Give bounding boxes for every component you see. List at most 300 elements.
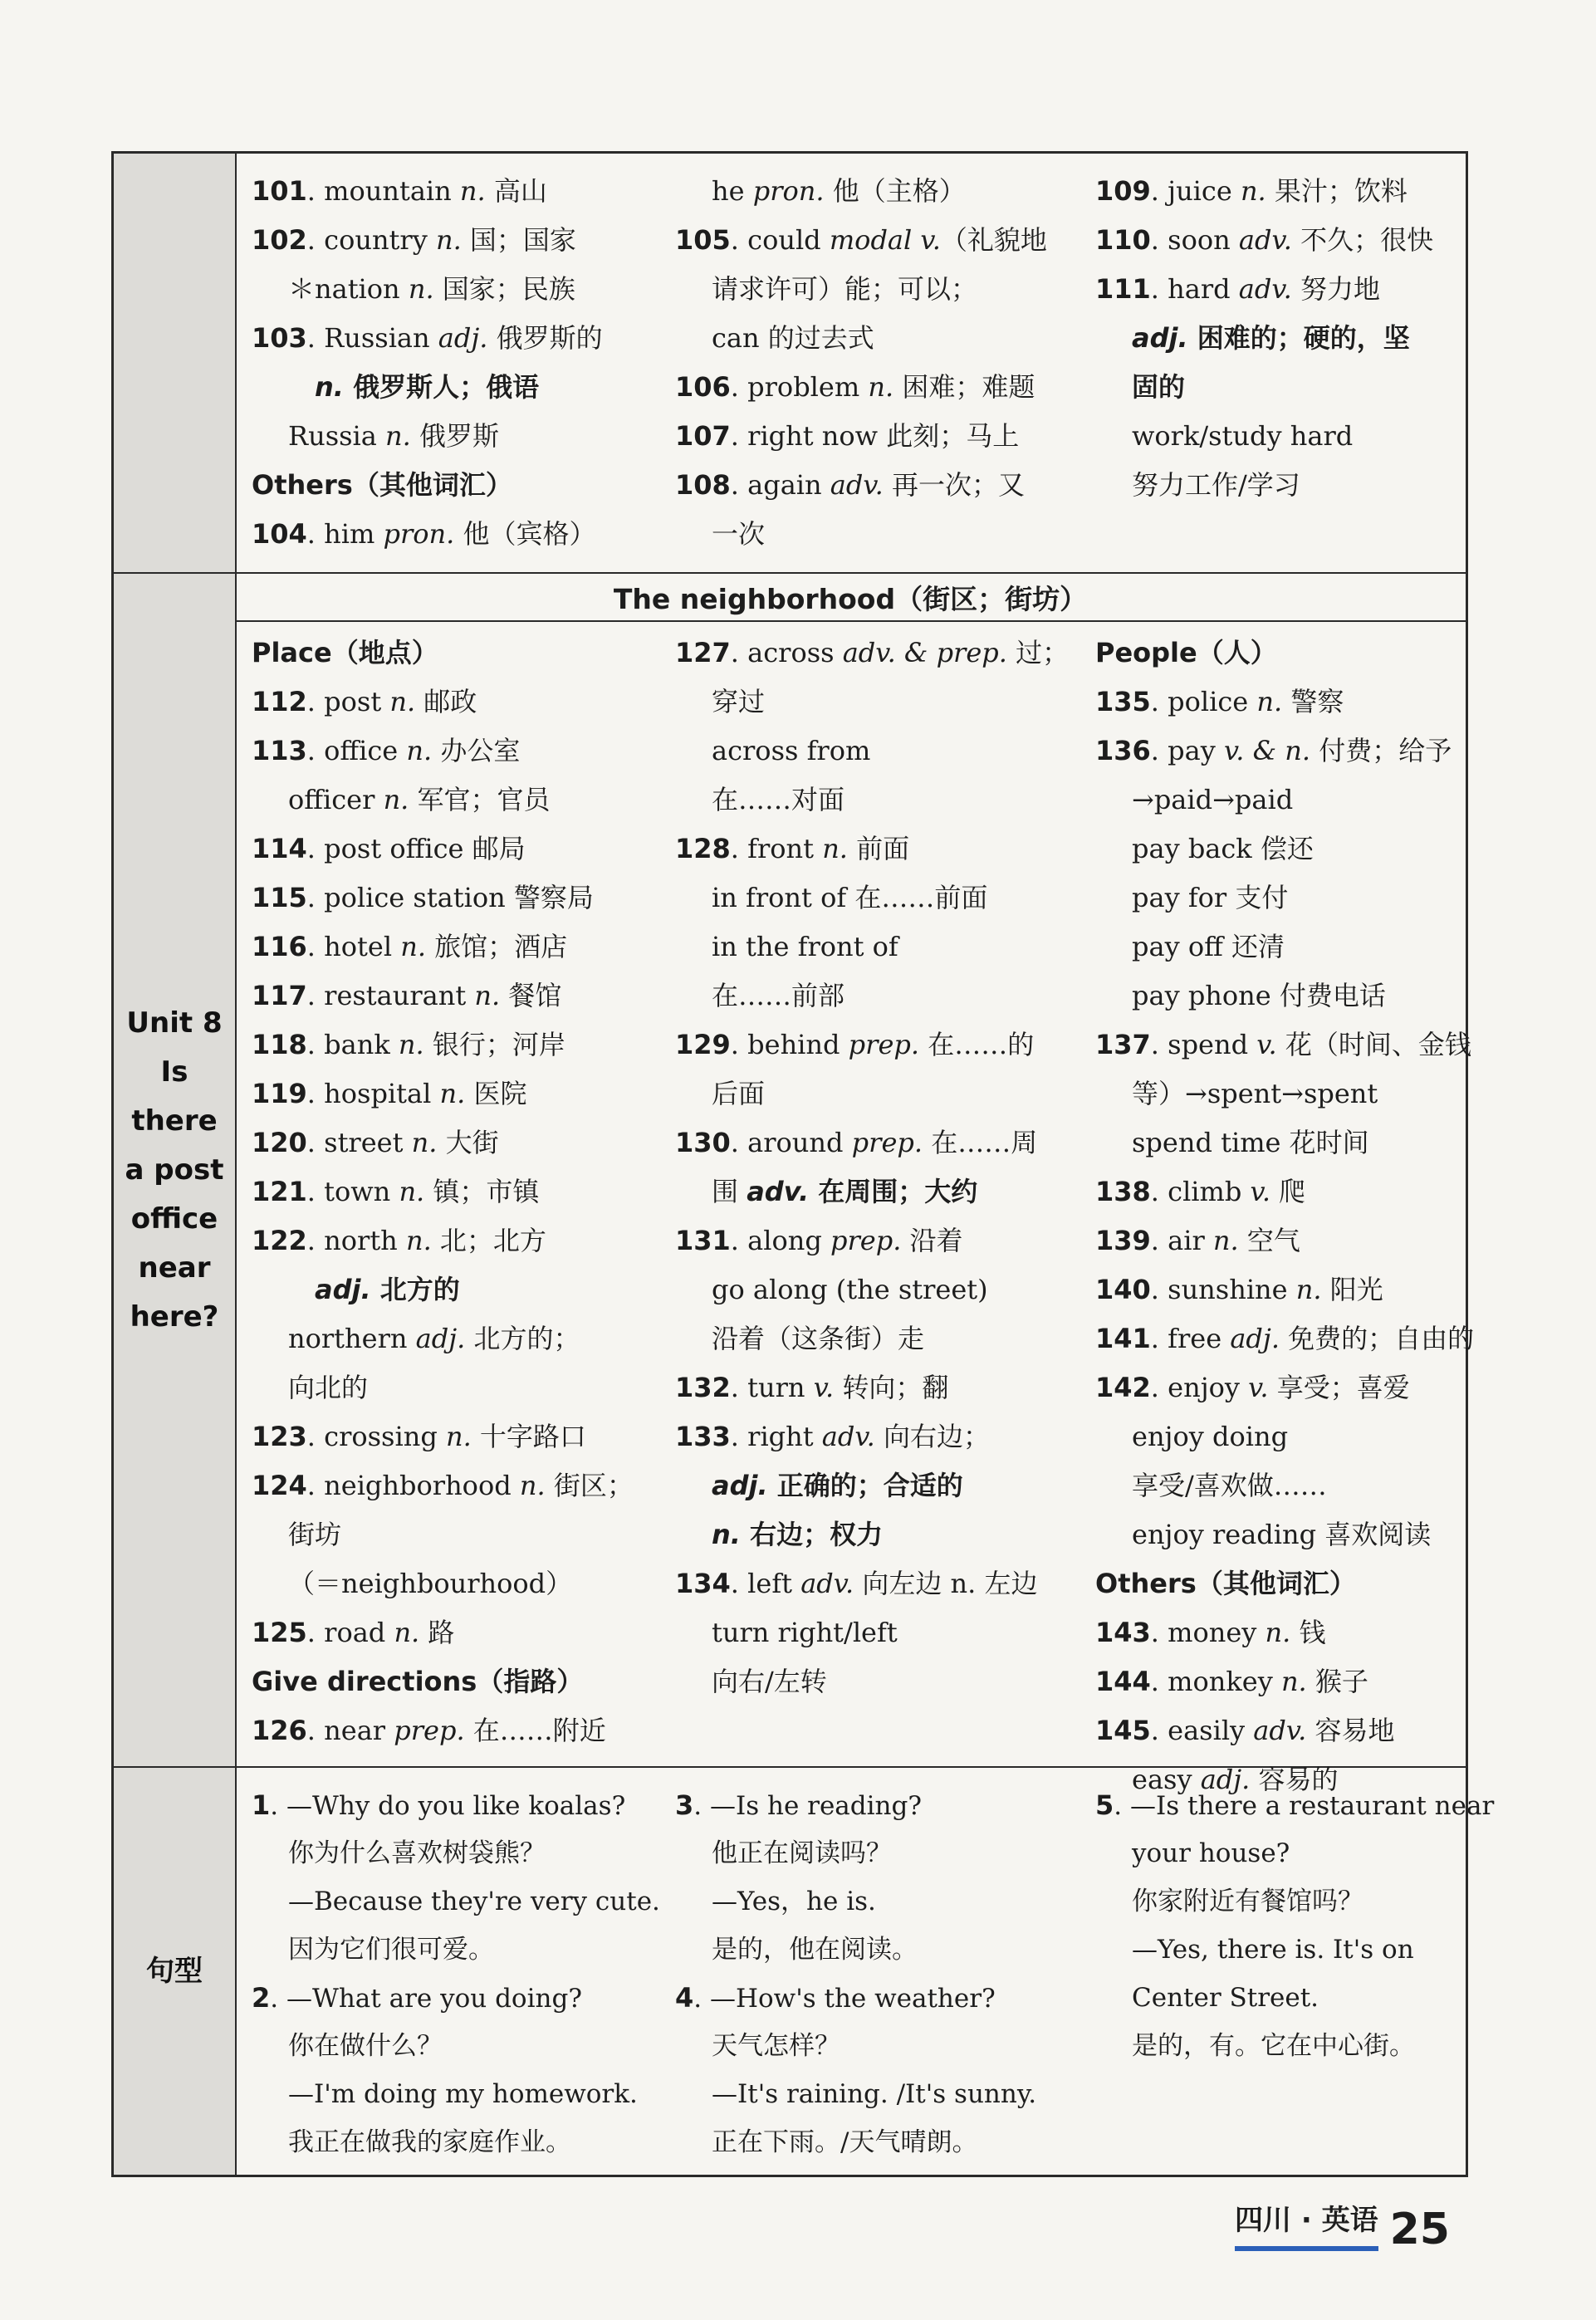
- entry-text: 围: [712, 1176, 747, 1207]
- category-label: Place（地点）: [252, 637, 438, 668]
- part-of-speech: prep.: [394, 1715, 465, 1746]
- entry-line: [252, 1829, 667, 1877]
- entry-text: 向右/左转: [712, 1666, 827, 1697]
- unit-label-line: near: [138, 1251, 211, 1285]
- entry-line: [1095, 874, 1469, 923]
- category-label: People（人）: [1095, 637, 1277, 668]
- top-column-2: [675, 167, 1090, 559]
- entry-line: [675, 776, 1090, 825]
- entry-text: . street: [306, 1127, 412, 1158]
- category-heading: [252, 461, 667, 510]
- entry-line: [1095, 1363, 1469, 1412]
- entry-line: [675, 972, 1090, 1021]
- entry-line: [1095, 1974, 1469, 2022]
- sentence-label-cell: [114, 1768, 235, 2175]
- entry-meaning: 警察: [1282, 686, 1344, 717]
- entry-line: [675, 1118, 1090, 1167]
- entry-text: . money: [1150, 1617, 1266, 1648]
- entry-text: . along: [730, 1225, 830, 1256]
- entry-text: . free: [1150, 1323, 1231, 1354]
- entry-text: . country: [306, 224, 436, 256]
- part-of-speech: n.: [408, 273, 434, 305]
- entry-text: 因为它们很可爱。: [288, 1935, 494, 1965]
- entry-line: [1095, 1118, 1469, 1167]
- entry-text: . road: [306, 1617, 394, 1648]
- entry-text: . —Is he reading?: [693, 1791, 922, 1821]
- section-heading: The neighborhood（街区；街坊）: [613, 582, 1088, 615]
- entry-meaning: 在……的: [919, 1029, 1035, 1060]
- entry-text: . behind: [730, 1029, 849, 1060]
- entry-line: [252, 776, 667, 825]
- entry-line: [675, 1781, 1090, 1829]
- entry-meaning: 困难；难题: [893, 371, 1035, 403]
- entry-line: [252, 1608, 667, 1657]
- part-of-speech: prep.: [848, 1029, 920, 1060]
- entry-text: 后面: [712, 1078, 766, 1109]
- part-of-speech: n.: [399, 1176, 425, 1207]
- entry-line: [675, 1608, 1090, 1657]
- page-footer: [1235, 2197, 1450, 2254]
- entry-text: . spend: [1150, 1029, 1257, 1060]
- entry-line: [675, 1021, 1090, 1069]
- entry-meaning: 困难的；硬的，坚: [1187, 322, 1410, 354]
- entry-text: . town: [306, 1176, 399, 1207]
- entry-number: 139: [1095, 1225, 1151, 1256]
- part-of-speech: adj.: [438, 322, 488, 354]
- entry-meaning: 阳光: [1321, 1274, 1383, 1305]
- sentence-column-2: [675, 1781, 1090, 2166]
- entry-text: . again: [730, 469, 830, 501]
- entry-text: . —What are you doing?: [270, 1984, 582, 2014]
- entry-line: [252, 265, 667, 314]
- entry-line: [1095, 167, 1469, 216]
- entry-text: officer: [288, 784, 384, 815]
- entry-line: [1095, 1877, 1469, 1926]
- entry-number: 137: [1095, 1029, 1151, 1060]
- entry-line: [675, 1069, 1090, 1118]
- entry-line: [252, 1559, 667, 1608]
- entry-text: 在……前部: [712, 980, 845, 1011]
- entry-meaning: 医院: [465, 1078, 527, 1109]
- entry-text: pay for 支付: [1132, 882, 1289, 913]
- entry-text: in the front of: [712, 931, 898, 962]
- entry-line: [252, 1510, 667, 1559]
- part-of-speech: adv. & prep.: [842, 637, 1007, 668]
- entry-number: 136: [1095, 735, 1151, 766]
- entry-line: [1095, 216, 1469, 265]
- entry-line: [1095, 2022, 1469, 2070]
- part-of-speech: prep.: [851, 1127, 923, 1158]
- part-of-speech: n.: [315, 371, 344, 403]
- entry-line: [1095, 1069, 1469, 1118]
- entry-meaning: 免费的；自由的: [1279, 1323, 1475, 1354]
- entry-line: [1095, 678, 1469, 727]
- entry-line: [675, 629, 1090, 678]
- entry-text: . across: [730, 637, 843, 668]
- entry-meaning: 办公室: [432, 735, 521, 766]
- entry-text: . right now 此刻；马上: [730, 420, 1020, 452]
- part-of-speech: adv.: [821, 1421, 875, 1452]
- entry-line: [675, 825, 1090, 874]
- part-of-speech: adj.: [315, 1274, 371, 1305]
- entry-number: 134: [675, 1568, 731, 1599]
- entry-text: . easily: [1150, 1715, 1254, 1746]
- entry-text: 请求许可）能；可以；: [712, 273, 978, 305]
- part-of-speech: adv.: [1238, 224, 1292, 256]
- entry-text: . him: [306, 518, 384, 550]
- entry-meaning: 北；北方: [431, 1225, 546, 1256]
- entry-line: [1095, 265, 1469, 314]
- entry-meaning: 空气: [1238, 1225, 1300, 1256]
- entry-line: [675, 1363, 1090, 1412]
- entry-text: . left: [730, 1568, 801, 1599]
- entry-line: [252, 363, 667, 412]
- part-of-speech: n.: [445, 1421, 472, 1452]
- entry-line: [252, 1167, 667, 1216]
- entry-text: . north: [306, 1225, 406, 1256]
- entry-meaning: 转向；翻: [834, 1372, 949, 1403]
- entry-text: 穿过: [712, 686, 766, 717]
- entry-meaning: 俄罗斯人；俄语: [343, 371, 540, 403]
- entry-text: —Because they're very cute.: [288, 1887, 660, 1916]
- part-of-speech: n.: [822, 833, 848, 864]
- entry-text: . right: [730, 1421, 822, 1452]
- entry-number: 133: [675, 1421, 731, 1452]
- top-column-3: [1095, 167, 1469, 510]
- entry-meaning: 在……周: [923, 1127, 1038, 1158]
- entry-text: spend time 花时间: [1132, 1127, 1369, 1158]
- entry-line: [252, 510, 667, 559]
- entry-line: [1095, 461, 1469, 510]
- part-of-speech: n.: [398, 1029, 424, 1060]
- entry-number: 111: [1095, 273, 1151, 305]
- entry-number: 132: [675, 1372, 731, 1403]
- entry-line: [1095, 1021, 1469, 1069]
- entry-text: pay back 偿还: [1132, 833, 1314, 864]
- entry-text: 你家附近有餐馆吗？: [1132, 1887, 1363, 1916]
- category-heading: [1095, 629, 1469, 678]
- entry-text: . sunshine: [1150, 1274, 1296, 1305]
- part-of-speech: n.: [1280, 1666, 1307, 1697]
- entry-meaning: 国；国家: [461, 224, 576, 256]
- entry-line: [675, 874, 1090, 923]
- entry-text: Center Street.: [1132, 1983, 1319, 2013]
- entry-line: [1095, 1510, 1469, 1559]
- entry-text: . neighborhood: [306, 1470, 520, 1501]
- entry-line: [675, 1314, 1090, 1363]
- entry-line: [1095, 412, 1469, 461]
- entry-number: 124: [252, 1470, 307, 1501]
- part-of-speech: n.: [1265, 1617, 1291, 1648]
- entry-number: 142: [1095, 1372, 1151, 1403]
- category-label: Others（其他词汇）: [252, 469, 512, 501]
- vocabulary-table: [111, 151, 1495, 2177]
- entry-line: [1095, 1265, 1469, 1314]
- entry-text: 街坊: [288, 1519, 342, 1550]
- entry-meaning: 沿着: [901, 1225, 963, 1256]
- entry-text: 在……对面: [712, 784, 845, 815]
- entry-text: 等）→spent→spent: [1132, 1078, 1378, 1109]
- entry-text: 享受/喜欢做……: [1132, 1470, 1327, 1501]
- entry-line: [252, 1118, 667, 1167]
- entry-text: . crossing: [306, 1421, 446, 1452]
- entry-line: [675, 412, 1090, 461]
- entry-number: 102: [252, 224, 307, 256]
- entry-text: pay phone 付费电话: [1132, 980, 1386, 1011]
- part-of-speech: adj.: [415, 1323, 466, 1354]
- unit-label-line: a post: [125, 1153, 224, 1187]
- entry-meaning: 他（宾格）: [454, 518, 596, 550]
- entry-number: 128: [675, 833, 731, 864]
- entry-number: 5: [1095, 1789, 1114, 1821]
- entry-line: [252, 1363, 667, 1412]
- entry-meaning: 北方的；: [465, 1323, 580, 1354]
- entry-line: [675, 216, 1090, 265]
- entry-text: . monkey: [1150, 1666, 1281, 1697]
- entry-line: [675, 1510, 1090, 1559]
- entry-text: 天气怎样？: [712, 2031, 840, 2061]
- entry-text: enjoy reading 喜欢阅读: [1132, 1519, 1432, 1550]
- entry-text: your house?: [1132, 1838, 1290, 1868]
- entry-line: [252, 314, 667, 363]
- entry-text: . hospital: [306, 1078, 440, 1109]
- part-of-speech: n.: [868, 371, 894, 403]
- entry-meaning: 向左边 n. 左边: [854, 1568, 1038, 1599]
- entry-text: enjoy doing: [1132, 1421, 1289, 1452]
- entry-number: 107: [675, 420, 731, 452]
- entry-line: [252, 923, 667, 972]
- entry-line: [675, 727, 1090, 776]
- entry-number: 138: [1095, 1176, 1151, 1207]
- entry-line: [252, 874, 667, 923]
- entry-text: work/study hard: [1132, 420, 1354, 452]
- entry-text: he: [712, 175, 753, 207]
- entry-text: —It's raining. /It's sunny.: [712, 2079, 1037, 2109]
- entry-text: —I'm doing my homework.: [288, 2079, 638, 2109]
- entry-meaning: 在……附近: [464, 1715, 606, 1746]
- unit-column-1: [252, 629, 667, 1755]
- part-of-speech: n.: [411, 1127, 438, 1158]
- part-of-speech: pron.: [752, 175, 825, 207]
- entry-text: . police: [1150, 686, 1257, 717]
- entry-text: 沿着（这条街）走: [712, 1323, 925, 1354]
- entry-line: [675, 1877, 1090, 1926]
- entry-line: [1095, 972, 1469, 1021]
- entry-meaning: 享受；喜爱: [1268, 1372, 1410, 1403]
- part-of-speech: n.: [1256, 686, 1283, 717]
- entry-line: [675, 2070, 1090, 2118]
- entry-text: 他正在阅读吗？: [712, 1838, 892, 1868]
- entry-line: [675, 265, 1090, 314]
- entry-meaning: 不久；很快: [1291, 224, 1434, 256]
- entry-meaning: 邮政: [415, 686, 477, 717]
- part-of-speech: n.: [385, 420, 411, 452]
- entry-number: 106: [675, 371, 731, 403]
- entry-text: ＊nation: [288, 273, 409, 305]
- entry-line: [1095, 1657, 1469, 1706]
- entry-meaning: 容易地: [1306, 1715, 1395, 1746]
- entry-number: 114: [252, 833, 307, 864]
- entry-number: 122: [252, 1225, 307, 1256]
- entry-number: 112: [252, 686, 307, 717]
- entry-line: [252, 972, 667, 1021]
- entry-line: [252, 412, 667, 461]
- entry-text: 正在下雨。/天气晴朗。: [712, 2127, 978, 2157]
- entry-text: . bank: [306, 1029, 399, 1060]
- entry-number: 127: [675, 637, 731, 668]
- entry-line: [252, 1926, 667, 1974]
- entry-text: . post office 邮局: [306, 833, 526, 864]
- entry-text: . enjoy: [1150, 1372, 1249, 1403]
- entry-line: [1095, 1781, 1495, 1829]
- entry-number: 105: [675, 224, 731, 256]
- entry-text: 向北的: [288, 1372, 369, 1403]
- entry-text: . mountain: [306, 175, 460, 207]
- entry-line: [252, 678, 667, 727]
- entry-text: . police station 警察局: [306, 882, 594, 913]
- entry-text: —Yes，he is.: [712, 1887, 876, 1916]
- entry-number: 125: [252, 1617, 307, 1648]
- entry-text: Russia: [288, 420, 386, 452]
- part-of-speech: adv.: [747, 1176, 810, 1207]
- entry-text: . pay: [1150, 735, 1224, 766]
- unit-label-line: office: [130, 1202, 218, 1236]
- entry-meaning: 向右边；: [874, 1421, 990, 1452]
- entry-meaning: 银行；河岸: [423, 1029, 565, 1060]
- category-heading: [1095, 1559, 1469, 1608]
- entry-text: . juice: [1150, 175, 1241, 207]
- entry-line: [675, 1461, 1090, 1510]
- entry-meaning: 爬: [1270, 1176, 1306, 1207]
- part-of-speech: prep.: [830, 1225, 902, 1256]
- sentence-column-1: [252, 1781, 667, 2166]
- entry-line: [1095, 825, 1469, 874]
- entry-number: 109: [1095, 175, 1151, 207]
- entry-text: . turn: [730, 1372, 814, 1403]
- sentence-label: 句型: [146, 1954, 203, 1988]
- entry-line: [675, 923, 1090, 972]
- part-of-speech: adj.: [1132, 322, 1188, 354]
- entry-line: [675, 461, 1090, 510]
- entry-line: [675, 1829, 1090, 1877]
- entry-line: [675, 1974, 1090, 2022]
- part-of-speech: v.: [1256, 1029, 1277, 1060]
- entry-line: [675, 1412, 1090, 1461]
- entry-line: [1095, 1829, 1469, 1877]
- entry-meaning: 付费；给予: [1310, 735, 1452, 766]
- entry-text: 我正在做我的家庭作业。: [288, 2127, 571, 2157]
- entry-number: 108: [675, 469, 731, 501]
- entry-number: 103: [252, 322, 307, 354]
- entry-text: —Yes, there is. It's on: [1132, 1935, 1414, 1965]
- entry-meaning: 国家；民族: [433, 273, 575, 305]
- entry-number: 131: [675, 1225, 731, 1256]
- entry-line: [252, 167, 667, 216]
- entry-line: [675, 510, 1090, 559]
- entry-line: [252, 2022, 667, 2070]
- entry-text: pay off 还清: [1132, 931, 1285, 962]
- entry-line: [675, 2022, 1090, 2070]
- entry-text: . —Is there a restaurant near: [1114, 1791, 1495, 1821]
- unit-label-line: here?: [130, 1299, 219, 1334]
- entry-text: across from: [712, 735, 871, 766]
- entry-text: 你为什么喜欢树袋熊？: [288, 1838, 546, 1868]
- unit-label-cell: [114, 574, 235, 1766]
- entry-meaning: 前面: [847, 833, 910, 864]
- entry-text: northern: [288, 1323, 416, 1354]
- entry-line: [252, 2070, 667, 2118]
- part-of-speech: n.: [459, 175, 486, 207]
- entry-line: [675, 1657, 1090, 1706]
- entry-text: . air: [1150, 1225, 1213, 1256]
- part-of-speech: v.: [813, 1372, 835, 1403]
- entry-line: [1095, 1608, 1469, 1657]
- entry-number: 1: [252, 1789, 271, 1821]
- entry-number: 117: [252, 980, 307, 1011]
- entry-line: [1095, 1706, 1469, 1755]
- part-of-speech: v. & n.: [1223, 735, 1311, 766]
- entry-text: . hard: [1150, 273, 1239, 305]
- unit-label-line: Unit 8: [126, 1006, 223, 1040]
- entry-number: 121: [252, 1176, 307, 1207]
- entry-meaning: 在周围；大约: [809, 1176, 978, 1207]
- entry-number: 130: [675, 1127, 731, 1158]
- entry-text: . Russian: [306, 322, 438, 354]
- entry-number: 141: [1095, 1323, 1151, 1354]
- entry-line: [252, 1781, 667, 1829]
- part-of-speech: adj.: [1200, 1764, 1251, 1795]
- entry-line: [675, 1559, 1090, 1608]
- part-of-speech: n.: [406, 735, 433, 766]
- entry-meaning: 俄罗斯的: [487, 322, 603, 354]
- entry-meaning: （礼貌地: [940, 224, 1047, 256]
- entry-line: [675, 678, 1090, 727]
- entry-number: 4: [675, 1982, 694, 2014]
- entry-text: . climb: [1150, 1176, 1251, 1207]
- entry-text: 你在做什么？: [288, 2031, 443, 2061]
- entry-text: . could: [730, 224, 830, 256]
- entry-number: 110: [1095, 224, 1151, 256]
- entry-line: [675, 2118, 1090, 2166]
- entry-text: 一次: [712, 518, 766, 550]
- entry-line: [1095, 776, 1469, 825]
- entry-line: [252, 1216, 667, 1265]
- entry-line: [1095, 1412, 1469, 1461]
- entry-text: . —Why do you like koalas?: [270, 1791, 626, 1821]
- entry-text: . office: [306, 735, 407, 766]
- entry-line: [1095, 1167, 1469, 1216]
- entry-number: 2: [252, 1982, 271, 2014]
- part-of-speech: adv.: [800, 1568, 854, 1599]
- entry-line: [675, 363, 1090, 412]
- entry-text: . around: [730, 1127, 852, 1158]
- entry-line: [1095, 1926, 1469, 1974]
- entry-meaning: 军官；官员: [409, 784, 551, 815]
- entry-line: [252, 1974, 667, 2022]
- entry-number: 113: [252, 735, 307, 766]
- entry-line: [1095, 363, 1469, 412]
- part-of-speech: n.: [389, 686, 416, 717]
- entry-meaning: 俄罗斯: [410, 420, 499, 452]
- entry-line: [1095, 1216, 1469, 1265]
- entry-line: [252, 216, 667, 265]
- part-of-speech: n.: [1295, 1274, 1322, 1305]
- entry-line: [252, 1412, 667, 1461]
- part-of-speech: v.: [1248, 1372, 1269, 1403]
- entry-line: [252, 1461, 667, 1510]
- part-of-speech: n.: [474, 980, 501, 1011]
- entry-number: 118: [252, 1029, 307, 1060]
